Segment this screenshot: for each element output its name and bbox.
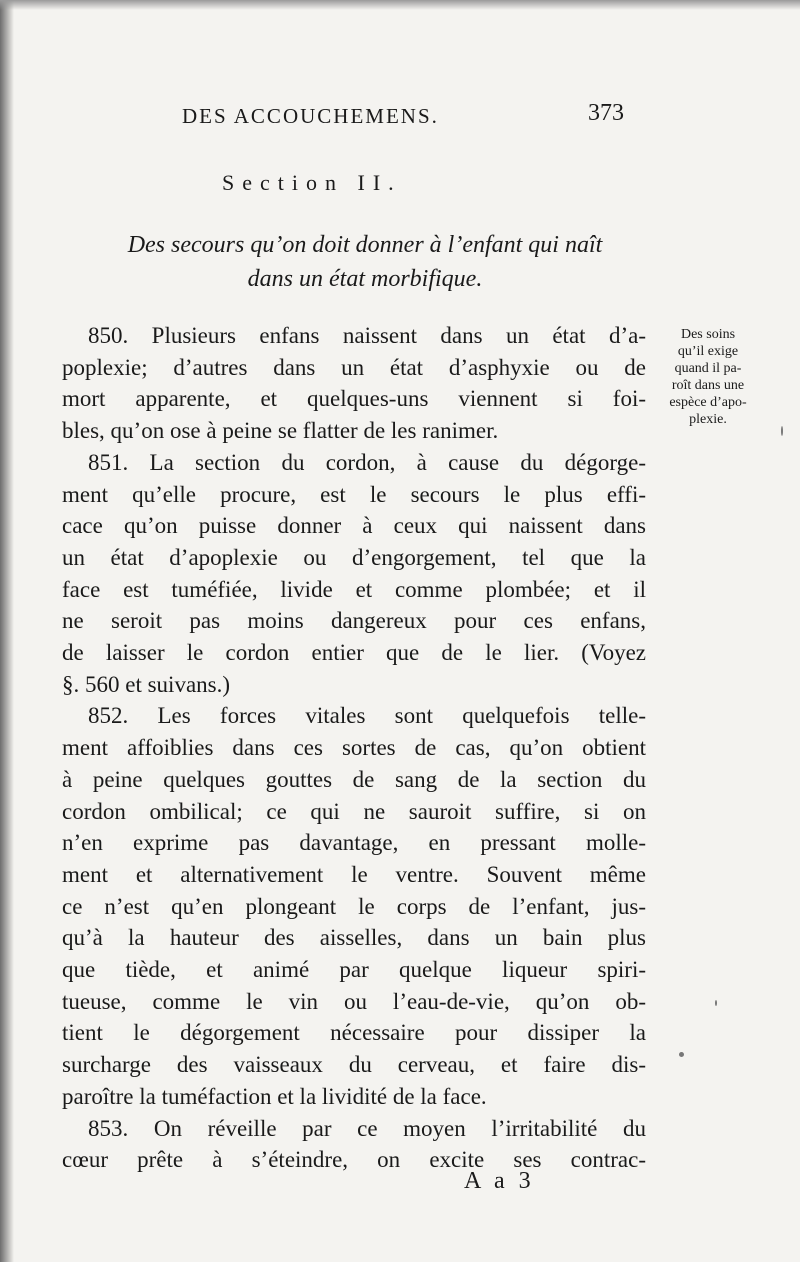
subtitle-line: Des secours qu’on doit donner à l’enfant qui naît bbox=[127, 232, 603, 258]
ink-speck bbox=[679, 1052, 684, 1057]
margin-note-line: quand il pa- bbox=[674, 361, 742, 376]
body-line: face est tuméfiée, livide et comme plombée; et il bbox=[62, 576, 646, 602]
body-line: un état d’apoplexie ou d’engorgement, tel que la bbox=[62, 544, 646, 570]
section-title: Section II. bbox=[222, 170, 402, 195]
body-line: ment et alternativement le ventre. Souvent même bbox=[62, 861, 646, 887]
body-line: 851. La section du cordon, à cause du dégorge- bbox=[88, 449, 646, 475]
body-line: ce n’est qu’en plongeant le corps de l’enfant, jus- bbox=[62, 893, 646, 919]
margin-note-line: plexie. bbox=[689, 412, 727, 427]
page-top-shadow bbox=[0, 0, 800, 10]
page-edge-shadow bbox=[0, 0, 14, 1262]
body-text bbox=[62, 320, 646, 1176]
body-line: cace qu’on puisse donner à ceux qui naissent dans bbox=[62, 513, 646, 539]
body-line: cœur prête à s’éteindre, on excite ses contrac- bbox=[62, 1147, 646, 1173]
body-line: ment qu’elle procure, est le secours le plus effi- bbox=[62, 481, 646, 507]
signature-mark: A a 3 bbox=[464, 1168, 535, 1194]
margin-note-line: espèce d’apo- bbox=[669, 395, 747, 410]
margin-note-line: roît dans une bbox=[671, 378, 745, 393]
body-line: cordon ombilical; ce qui ne sauroit suffire, si on bbox=[62, 798, 646, 824]
body-line: qu’à la hauteur des aisselles, dans un bain plus bbox=[62, 925, 646, 951]
body-line: ne seroit pas moins dangereux pour ces enfans, bbox=[62, 608, 646, 634]
body-line: poplexie; d’autres dans un état d’asphyxie ou de bbox=[62, 354, 646, 380]
body-line: tient le dégorgement nécessaire pour dissiper la bbox=[62, 1020, 646, 1046]
margin-note-line: qu’il exige bbox=[677, 344, 739, 359]
subtitle-line: dans un état morbifique. bbox=[247, 266, 483, 292]
body-line: n’en exprime pas davantage, en pressant molle- bbox=[62, 830, 646, 856]
body-line: surcharge des vaisseaux du cerveau, et faire dis- bbox=[62, 1052, 646, 1078]
body-line: 852. Les forces vitales sont quelquefois telle- bbox=[88, 703, 646, 729]
page-number: 373 bbox=[588, 100, 624, 126]
ink-speck bbox=[781, 426, 783, 436]
body-line: paroître la tuméfaction et la lividité de la face. bbox=[62, 1083, 487, 1109]
body-line: que tiède, et animé par quelque liqueur spiri- bbox=[62, 957, 646, 983]
body-line: 850. Plusieurs enfans naissent dans un état d’a- bbox=[88, 323, 646, 348]
body-line: bles, qu’on ose à peine se flatter de les ranimer. bbox=[62, 418, 499, 444]
body-line: tueuse, comme le vin ou l’eau-de-vie, qu’on ob- bbox=[62, 988, 646, 1014]
margin-note-line: Des soins bbox=[680, 327, 736, 342]
running-head: DES ACCOUCHEMENS. bbox=[182, 104, 439, 128]
body-line: à peine quelques gouttes de sang de la section du bbox=[62, 766, 646, 792]
body-line: mort apparente, et quelques-uns viennent si foi- bbox=[62, 386, 646, 412]
body-line: ment affoiblies dans ces sortes de cas, qu’on obtient bbox=[62, 735, 646, 761]
margin-note bbox=[650, 326, 766, 428]
section-subtitle bbox=[70, 228, 660, 296]
body-line: de laisser le cordon entier que de le lier. (Voyez bbox=[62, 640, 646, 666]
body-line: 853. On réveille par ce moyen l’irritabilité du bbox=[88, 1115, 646, 1141]
body-line: §. 560 et suivans.) bbox=[62, 671, 231, 697]
ink-speck bbox=[715, 1000, 717, 1006]
